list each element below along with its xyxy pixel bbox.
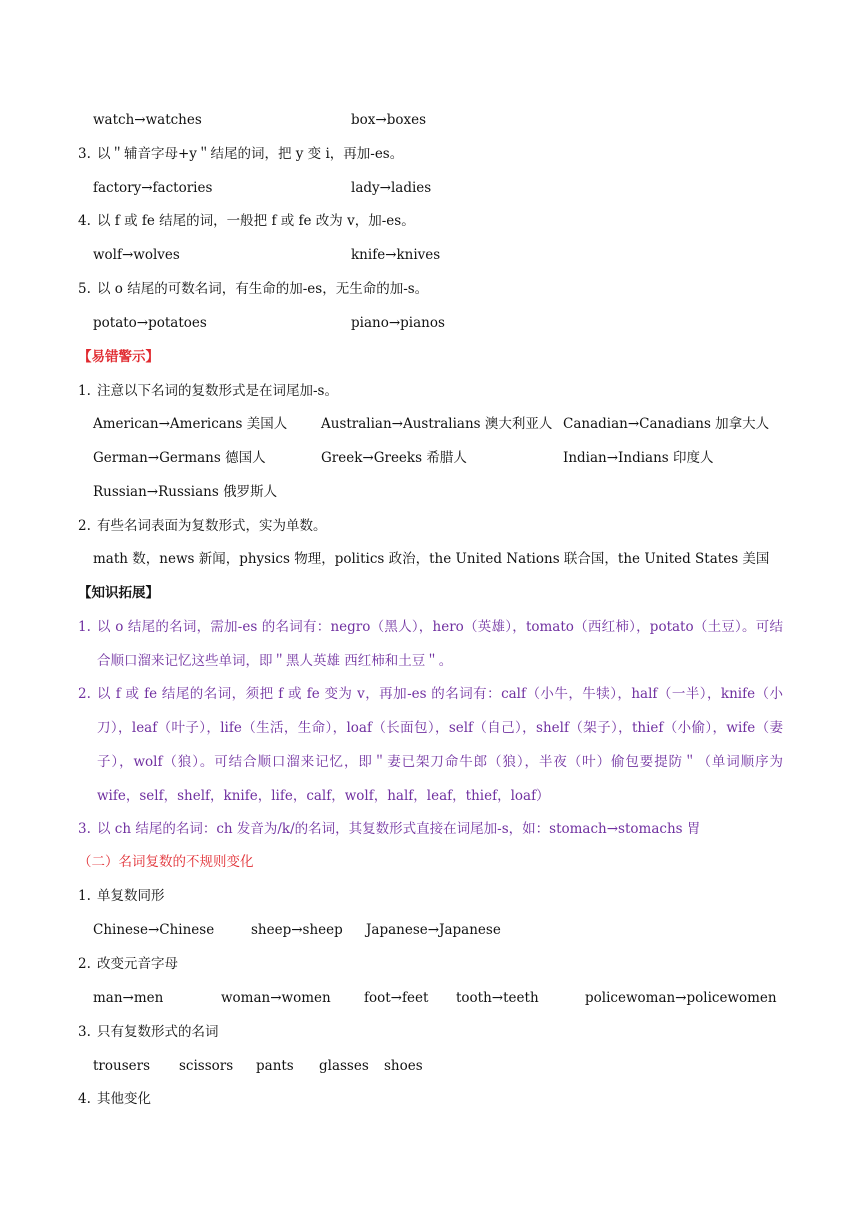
nationality: American→Americans 美国人 [93,416,288,432]
word: shoes [384,1058,423,1074]
nationality: Australian→Australians 澳大利亚人 [321,416,553,432]
item-number: 2. [78,686,91,702]
word: sheep→sheep [251,922,343,938]
warning-text: 注意以下名词的复数形式是在词尾加-s。 [97,383,338,399]
word: foot→feet [364,990,429,1006]
item-number: 1. [78,619,91,635]
item-number: 1. [78,383,91,399]
example: knife→knives [351,247,441,263]
irregular-text: 只有复数形式的名词 [97,1024,219,1040]
item-number: 1. [78,888,91,904]
word: policewoman→policewomen [585,990,777,1006]
word: Chinese→Chinese [93,922,215,938]
extension-text: 以 f 或 fe 结尾的名词，须把 f 或 fe 变为 v，再加-es 的名词有：calf（小牛，牛犊），half（一半），knife（小刀），leaf（叶子），life（生活，生命），loaf（长面包），self（自己），shelf（架子），thief（小偷），wife（妻子），wolf（狼）。可结合顺口溜来记忆，即＂妻已架刀命牛郎（狼），半夜（叶）偷包要提防＂（单词顺序为 wife，self，shelf，knife，life，calf，wolf，half，leaf，thief，loaf） [97,686,783,804]
word: pants [256,1058,294,1074]
item-number: 4. [78,1091,91,1107]
rule-text: 以 o 结尾的可数名词，有生命的加-es，无生命的加-s。 [97,281,429,297]
section-heading-irregular: （二）名词复数的不规则变化 [78,854,254,870]
item-number: 4. [78,213,91,229]
nationality: Russian→Russians 俄罗斯人 [93,484,278,500]
nationality: German→Germans 德国人 [93,450,266,466]
item-number: 2. [78,518,91,534]
singular-examples: math 数，news 新闻，physics 物理，politics 政治，the United Nations 联合国，the United States 美国 [93,551,770,567]
extension-text: 以 ch 结尾的名词：ch 发音为/k/的名词，其复数形式直接在词尾加-s，如：stomach→stomachs 胃 [97,821,701,837]
rule-text: 以＂辅音字母+y＂结尾的词，把 y 变 i，再加-es。 [97,146,404,162]
irregular-text: 改变元音字母 [97,956,178,972]
example: lady→ladies [351,180,432,196]
item-number: 3. [78,146,91,162]
warning-text: 有些名词表面为复数形式，实为单数。 [97,518,327,534]
example: wolf→wolves [93,247,180,263]
item-number: 2. [78,956,91,972]
word: tooth→teeth [456,990,539,1006]
word: scissors [179,1058,234,1074]
section-heading-warning: 【易错警示】 [78,349,159,365]
irregular-text: 单复数同形 [97,888,165,904]
word: man→men [93,990,164,1006]
example: piano→pianos [351,315,445,331]
item-number: 3. [78,821,91,837]
extension-text: 以 o 结尾的名词，需加-es 的名词有：negro（黑人），hero（英雄），tomato（西红柿），potato（土豆）。可结合顺口溜来记忆这些单词，即＂黑人英雄 西红柿和土豆＂。 [97,619,783,669]
word: glasses [319,1058,369,1074]
word: Japanese→Japanese [366,922,501,938]
nationality: Greek→Greeks 希腊人 [321,450,467,466]
word: woman→women [221,990,331,1006]
item-number: 5. [78,281,91,297]
irregular-text: 其他变化 [97,1091,151,1107]
word: trousers [93,1058,150,1074]
nationality: Indian→Indians 印度人 [563,450,714,466]
nationality: Canadian→Canadians 加拿大人 [563,416,770,432]
example: factory→factories [93,180,213,196]
item-number: 3. [78,1024,91,1040]
rule-text: 以 f 或 fe 结尾的词，一般把 f 或 fe 改为 v，加-es。 [97,213,415,229]
example: box→boxes [351,112,426,128]
example: potato→potatoes [93,315,207,331]
example: watch→watches [93,112,202,128]
section-heading-extension: 【知识拓展】 [78,585,159,601]
